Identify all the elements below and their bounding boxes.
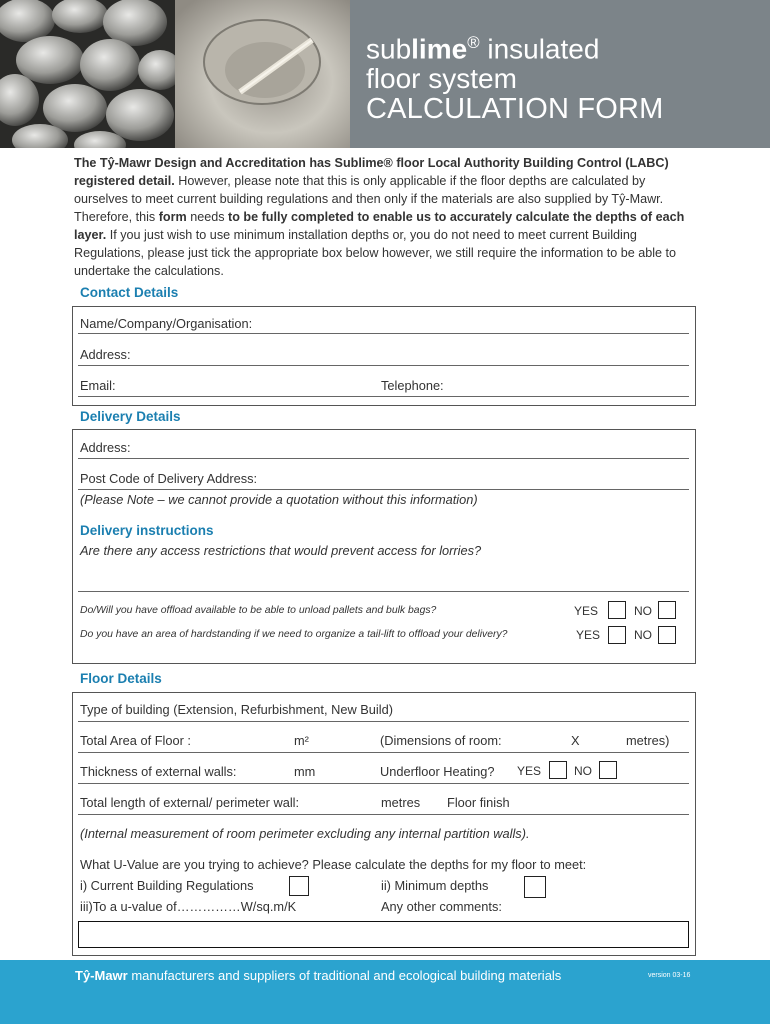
name-field[interactable]: [78, 333, 689, 334]
email-telephone-field[interactable]: [78, 396, 689, 397]
title-line-2: floor system: [366, 63, 517, 95]
uvalue-question: What U-Value are you trying to achieve? Please calculate the depths for my floor to meet:: [80, 857, 587, 872]
mm-unit: mm: [294, 764, 316, 779]
dimensions-label: (Dimensions of room:: [380, 733, 502, 748]
wall-thickness-label: Thickness of external walls:: [80, 764, 237, 779]
hardstanding-no-label: NO: [634, 628, 652, 642]
footer-brand: Tŷ-Mawr: [75, 968, 128, 983]
offload-no-label: NO: [634, 604, 652, 618]
total-area-field[interactable]: [78, 752, 689, 753]
delivery-address-field[interactable]: [78, 458, 689, 459]
dimensions-x: X: [571, 733, 580, 748]
contact-address-field[interactable]: [78, 365, 689, 366]
intro-text-1: However, please note that this is only applicable if the floor depths are calculated by ourselves to meet current building regulations and then only if the materials are also supplied by Tŷ-Mawr. Therefore, this: [74, 174, 664, 224]
intro-bold-2: form: [158, 210, 187, 224]
name-label: Name/Company/Organisation:: [80, 316, 253, 331]
access-question: Are there any access restrictions that would prevent access for lorries?: [80, 543, 482, 558]
total-area-label: Total Area of Floor :: [80, 733, 191, 748]
underfloor-no-checkbox[interactable]: [599, 761, 617, 779]
access-answer-field[interactable]: [78, 591, 689, 592]
option-minimum-checkbox[interactable]: [524, 876, 546, 898]
hardstanding-no-checkbox[interactable]: [658, 626, 676, 644]
option-current-checkbox[interactable]: [289, 876, 309, 896]
other-comments-label: Any other comments:: [381, 899, 502, 914]
option-current-label: i) Current Building Regulations: [80, 878, 254, 893]
underfloor-yes-label: YES: [517, 764, 542, 778]
brand-bold-text: lime: [411, 33, 468, 65]
quotation-note: (Please Note – we cannot provide a quotation without this information): [80, 492, 478, 507]
option-minimum-label: ii) Minimum depths: [381, 878, 489, 893]
wall-thickness-field[interactable]: [78, 783, 689, 784]
perimeter-label: Total length of external/ perimeter wall:: [80, 795, 300, 810]
dimensions-metres: metres): [626, 733, 670, 748]
underfloor-yes-checkbox[interactable]: [549, 761, 567, 779]
postcode-field[interactable]: [78, 489, 689, 490]
underfloor-no-label: NO: [574, 764, 592, 778]
m2-unit: m²: [294, 733, 309, 748]
postcode-label: Post Code of Delivery Address:: [80, 471, 258, 486]
hardstanding-yes-label: YES: [576, 628, 601, 642]
offload-question: Do/Will you have offload available to be able to unload pallets and bulk bags?: [80, 605, 437, 616]
delivery-details-heading: Delivery Details: [80, 409, 181, 424]
underfloor-heating-label: Underfloor Heating?: [380, 764, 495, 779]
brand-light-text: sub: [366, 33, 412, 65]
registered-mark: ®: [467, 33, 480, 52]
building-type-label: Type of building (Extension, Refurbishment, New Build): [80, 702, 393, 717]
contact-address-label: Address:: [80, 347, 131, 362]
perimeter-field[interactable]: [78, 814, 689, 815]
product-title: [366, 28, 599, 94]
header-photo: [0, 0, 350, 148]
delivery-instructions-heading: Delivery instructions: [80, 523, 214, 538]
metres-unit: metres: [381, 795, 421, 810]
offload-yes-checkbox[interactable]: [608, 601, 626, 619]
contact-details-heading: Contact Details: [80, 285, 179, 300]
offload-no-checkbox[interactable]: [658, 601, 676, 619]
footer-tagline: manufacturers and suppliers of traditional and ecological building materials: [127, 968, 562, 983]
header-stones-sand-image: [0, 0, 350, 148]
offload-yes-label: YES: [574, 604, 599, 618]
version-label: version 03-16: [648, 972, 691, 979]
footer-text: [75, 968, 561, 983]
intro-paragraph: [74, 154, 694, 280]
intro-text-3: If you just wish to use minimum installation depths or, you do not need to meet current Building Regulations, please just tick the appropriate box below however, we still require the information to be able to undertake the calculations.: [74, 228, 677, 278]
building-type-field[interactable]: [78, 721, 689, 722]
comments-field[interactable]: [78, 921, 689, 948]
floor-finish-label: Floor finish: [447, 795, 510, 810]
intro-text-2: needs: [186, 210, 229, 224]
intro-bold-3: to be fully completed to enable us to accurately calculate the depths of each layer.: [74, 210, 685, 242]
floor-details-box: [72, 692, 696, 956]
intro-bold-1: The Tŷ-Mawr Design and Accreditation has Sublime® floor Local Authority Building Control (LABC) registered detail.: [74, 156, 669, 188]
internal-measurement-note: (Internal measurement of room perimeter excluding any internal partition walls).: [80, 826, 530, 841]
floor-details-heading: Floor Details: [80, 671, 162, 686]
delivery-address-label: Address:: [80, 440, 131, 455]
hardstanding-question: Do you have an area of hardstanding if we need to organize a tail-lift to offload your delivery?: [80, 629, 508, 640]
email-label: Email:: [80, 378, 116, 393]
option-uvalue-label: iii)To a u-value of……………W/sq.m/K: [80, 899, 297, 914]
form-subtitle: CALCULATION FORM: [366, 93, 664, 125]
title-rest: insulated: [479, 33, 600, 65]
hardstanding-yes-checkbox[interactable]: [608, 626, 626, 644]
telephone-label: Telephone:: [381, 378, 444, 393]
